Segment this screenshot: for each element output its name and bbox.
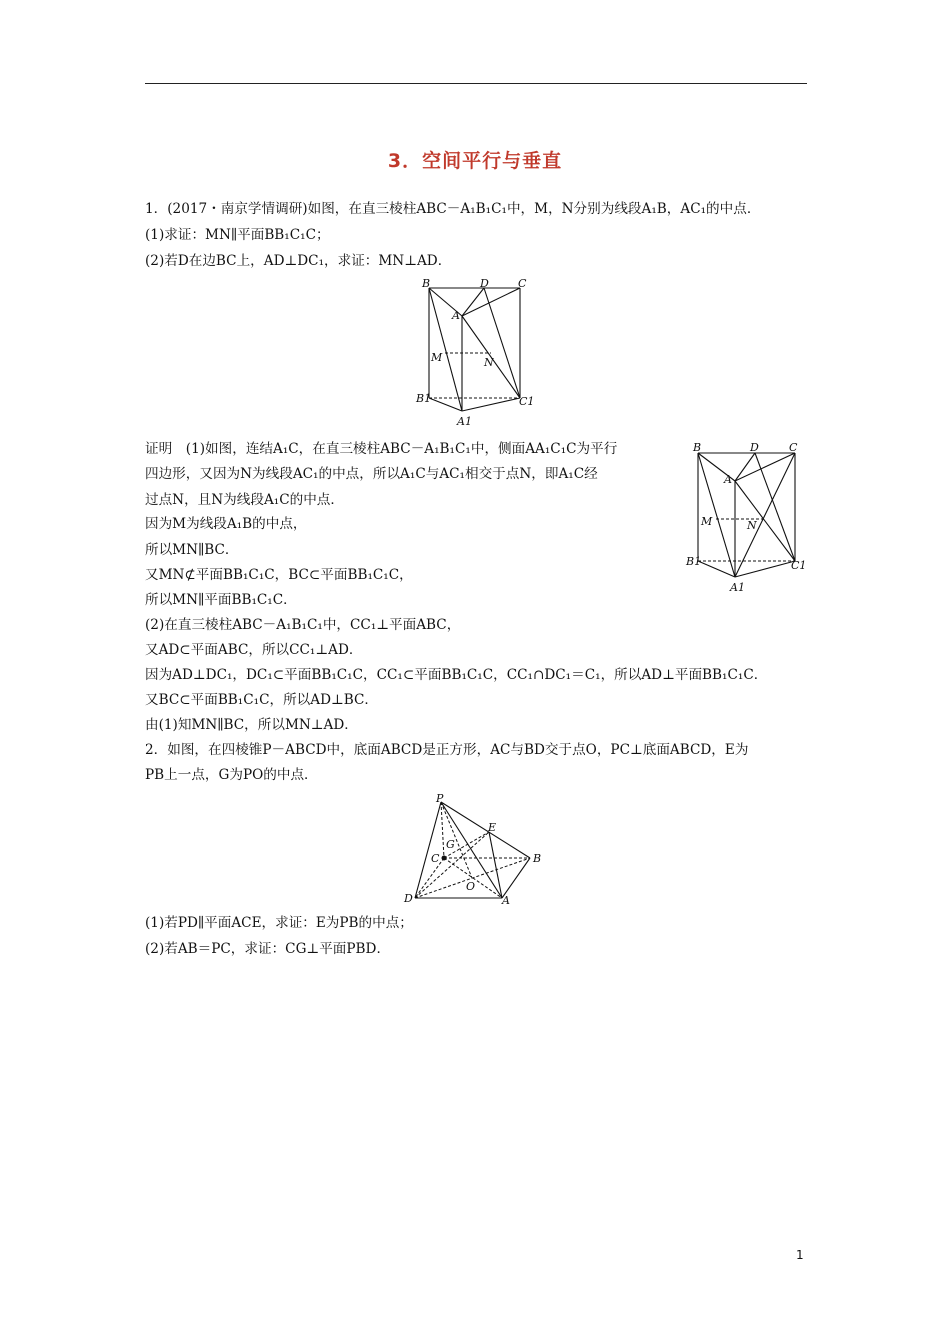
label-C1: C1: [791, 559, 807, 572]
label-C: C: [518, 277, 527, 290]
label-O: O: [466, 880, 476, 893]
label-A: A: [502, 894, 510, 907]
label-B: B: [533, 852, 542, 865]
proof-line-8: (2)在直三棱柱ABC－A₁B₁C₁中，CC₁⊥平面ABC，: [145, 617, 461, 633]
proof-line-12: 由(1)知MN∥BC，所以MN⊥AD．: [145, 717, 358, 733]
proof-line-7: 所以MN∥平面BB₁C₁C．: [145, 592, 297, 608]
label-C: C: [789, 441, 798, 454]
label-N: N: [747, 519, 757, 532]
problem-2-part-1: (1)若PD∥平面ACE，求证：E为PB的中点；: [145, 915, 413, 931]
label-A: A: [452, 309, 460, 322]
label-D: D: [480, 277, 489, 290]
pyramid-figure: [400, 792, 550, 907]
proof-line-11: 又BC⊂平面BB₁C₁C，所以AD⊥BC．: [145, 692, 379, 708]
label-D: D: [404, 892, 413, 905]
label-M: M: [701, 515, 713, 528]
problem-2-statement-cont: PB上一点，G为PO的中点．: [145, 767, 318, 783]
label-C: C: [431, 852, 440, 865]
label-A1: A1: [730, 581, 745, 594]
proof-line-4: 因为M为线段A₁B的中点，: [145, 516, 307, 532]
section-title: 3．空间平行与垂直: [387, 150, 563, 172]
label-E: E: [488, 821, 497, 834]
page-number: 1: [796, 1248, 804, 1262]
label-B: B: [693, 441, 702, 454]
label-M: M: [431, 351, 443, 364]
problem-2-part-2: (2)若AB＝PC，求证：CG⊥平面PBD．: [145, 941, 391, 957]
proof-line-5: 所以MN∥BC．: [145, 542, 239, 558]
proof-line-6: 又MN⊄平面BB₁C₁C，BC⊂平面BB₁C₁C，: [145, 567, 413, 583]
label-C1: C1: [519, 395, 535, 408]
label-A: A: [724, 473, 732, 486]
label-B1: B1: [686, 555, 702, 568]
proof-line-2: 四边形，又因为N为线段AC₁的中点，所以A₁C与AC₁相交于点N，即A₁C经: [145, 466, 598, 482]
label-B1: B1: [416, 392, 432, 405]
proof-line-3: 过点N，且N为线段A₁C的中点．: [145, 492, 344, 508]
problem-2-statement: 2．如图，在四棱锥P－ABCD中，底面ABCD是正方形，AC与BD交于点O，PC⊥底面ABCD，E为: [145, 742, 749, 758]
prism-figure-2: [683, 439, 813, 597]
proof-line-10: 因为AD⊥DC₁，DC₁⊂平面BB₁C₁C，CC₁⊂平面BB₁C₁C，CC₁∩DC₁＝C₁，所以AD⊥平面BB₁C₁C．: [145, 667, 768, 683]
problem-1-statement: 1．(2017・南京学情调研)如图，在直三棱柱ABC－A₁B₁C₁中，M，N分别为线段A₁B，AC₁的中点．: [145, 201, 761, 217]
label-P: P: [436, 792, 444, 805]
proof-line-1: 证明 (1)如图，连结A₁C，在直三棱柱ABC－A₁B₁C₁中，侧面AA₁C₁C为平行: [145, 441, 618, 457]
problem-1-part-2: (2)若D在边BC上，AD⊥DC₁，求证：MN⊥AD．: [145, 253, 452, 269]
label-B: B: [422, 277, 431, 290]
proof-line-9: 又AD⊂平面ABC，所以CC₁⊥AD．: [145, 642, 363, 658]
label-N: N: [484, 356, 494, 369]
problem-1-part-1: (1)求证：MN∥平面BB₁C₁C；: [145, 227, 330, 243]
label-D: D: [750, 441, 759, 454]
label-G: G: [446, 838, 455, 851]
label-A1: A1: [457, 415, 472, 428]
header-rule: [145, 83, 807, 84]
prism-figure-1: [412, 278, 542, 428]
